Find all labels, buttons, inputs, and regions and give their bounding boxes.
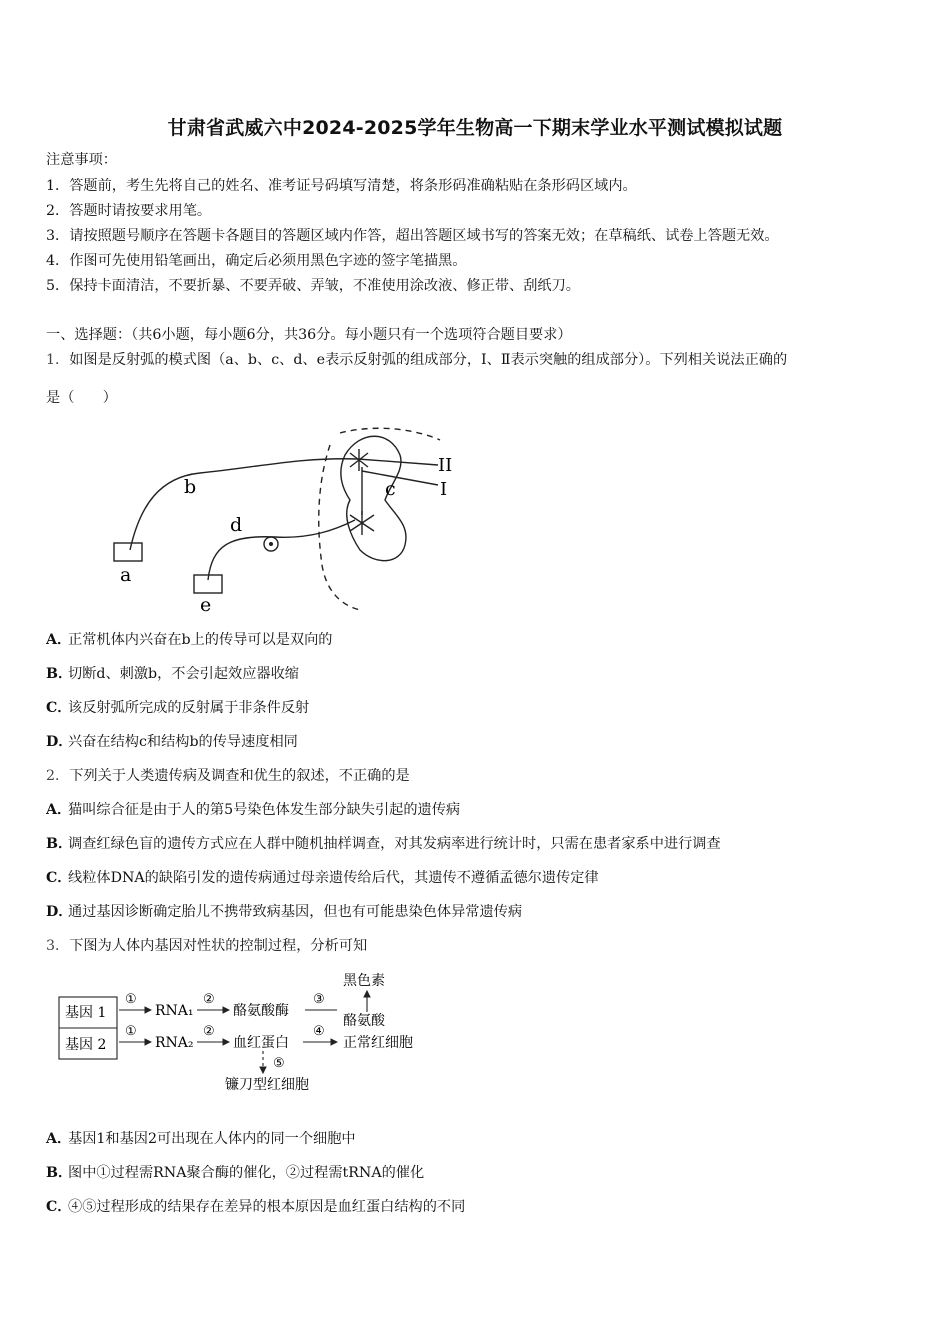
option-text: 猫叫综合征是由于人的第5号染色体发生部分缺失引起的遗传病 [68, 802, 461, 818]
option-text: 调查红绿色盲的遗传方式应在人群中随机抽样调查，对其发病率进行统计时，只需在患者家系中进行调查 [68, 836, 721, 852]
label-a: a [120, 564, 132, 586]
q1-option-A[interactable] [46, 630, 332, 650]
label-c: c [385, 478, 396, 500]
q2-option-B[interactable] [46, 834, 721, 854]
option-text: 图中①过程需RNA聚合酶的催化，②过程需tRNA的催化 [68, 1165, 425, 1181]
option-letter: B． [46, 836, 73, 852]
option-text: ④⑤过程形成的结果存在差异的根本原因是血红蛋白结构的不同 [68, 1199, 466, 1215]
q2-option-C[interactable] [46, 868, 599, 888]
afferent-nerve-b [130, 459, 358, 550]
label-melanin: 黑色素 [343, 973, 385, 989]
q2-option-A[interactable] [46, 800, 460, 820]
option-letter: B． [46, 1165, 73, 1181]
notice-item-2: 2．答题时请按要求用笔。 [46, 203, 212, 219]
page-title: 甘肃省武威六中2024-2025学年生物高一下期末学业水平测试模拟试题 [167, 117, 783, 139]
label-d: d [230, 514, 243, 536]
label-sickle-rbc: 镰刀型红细胞 [225, 1077, 309, 1093]
question-number: 1． [46, 352, 70, 368]
question-1-stem-cont: 是（ ） [46, 390, 117, 406]
notice-heading: 注意事项： [46, 152, 117, 168]
label-rna2: RNA₂ [155, 1035, 194, 1051]
label-b: b [184, 476, 197, 498]
spinal-cord-outline-top [340, 428, 440, 440]
notice-item-5: 5．保持卡面清洁，不要折暴、不要弄破、弄皱，不准使用涂改液、修正带、刮纸刀。 [46, 278, 580, 294]
label-gene1: 基因 1 [65, 1005, 107, 1021]
synapse-line-I [362, 471, 438, 485]
label-II: II [438, 455, 453, 476]
q3-option-C[interactable] [46, 1197, 465, 1217]
q3-option-B[interactable] [46, 1163, 424, 1183]
option-text: 兴奋在结构c和结构b的传导速度相同 [68, 734, 298, 750]
label-step1-top: ① [125, 992, 137, 1007]
q2-option-D[interactable] [46, 902, 522, 922]
option-letter: A． [46, 1131, 72, 1147]
question-number: 3． [46, 938, 70, 954]
q1-option-D[interactable] [46, 732, 298, 752]
label-enzyme: 酪氨酸酶 [233, 1003, 289, 1019]
notice-item-3: 3．请按照题号顺序在答题卡各题目的答题区域内作答，超出答题区域书写的答案无效；在草稿纸、试卷上答题无效。 [46, 228, 779, 244]
label-step1-bottom: ① [125, 1024, 137, 1039]
neuron-soma-lower [350, 511, 374, 535]
option-letter: A． [46, 802, 72, 818]
option-text: 线粒体DNA的缺陷引发的遗传病通过母亲遗传给后代，其遗传不遵循孟德尔遗传定律 [68, 870, 599, 886]
option-text: 正常机体内兴奋在b上的传导可以是双向的 [68, 632, 333, 648]
label-step4: ④ [313, 1024, 325, 1039]
option-text: 基因1和基因2可出现在人体内的同一个细胞中 [68, 1131, 356, 1147]
option-letter: C． [46, 700, 72, 716]
label-e: e [200, 594, 212, 616]
label-rna1: RNA₁ [155, 1003, 194, 1019]
option-letter: D． [46, 904, 73, 920]
label-step2-bottom: ② [203, 1024, 215, 1039]
notice-item-1: 1．答题前，考生先将自己的姓名、准考证号码填写清楚，将条形码准确粘贴在条形码区域内。 [46, 178, 637, 194]
option-letter: B． [46, 666, 73, 682]
question-stem: 下图为人体内基因对性状的控制过程，分析可知 [69, 938, 368, 954]
label-gene2: 基因 2 [65, 1037, 107, 1053]
option-text: 通过基因诊断确定胎儿不携带致病基因，但也有可能患染色体异常遗传病 [68, 904, 523, 920]
label-tyrosine: 酪氨酸 [343, 1013, 385, 1029]
notice-item-4: 4．作图可先使用铅笔画出，确定后必须用黑色字迹的签字笔描黑。 [46, 253, 467, 269]
gene-control-diagram [55, 965, 445, 1095]
reflex-arc-diagram [100, 415, 480, 620]
option-letter: D． [46, 734, 73, 750]
receptor-box-a [114, 543, 142, 561]
option-letter: C． [46, 1199, 72, 1215]
question-2-stem [46, 766, 410, 786]
question-number: 2． [46, 768, 70, 784]
label-normal-rbc: 正常红细胞 [343, 1035, 413, 1051]
stimulus-electrode-dot [269, 542, 273, 546]
q1-option-B[interactable] [46, 664, 299, 684]
option-text: 切断d、刺激b，不会引起效应器收缩 [68, 666, 299, 682]
question-stem: 下列关于人类遗传病及调查和优生的叙述，不正确的是 [69, 768, 410, 784]
grey-matter [341, 436, 406, 560]
label-step2-top: ② [203, 992, 215, 1007]
option-letter: A． [46, 632, 72, 648]
option-text: 该反射弧所完成的反射属于非条件反射 [68, 700, 310, 716]
synapse-line-II [358, 459, 438, 465]
label-I: I [440, 479, 448, 500]
question-1-stem [46, 350, 787, 370]
question-3-stem [46, 936, 367, 956]
q3-option-A[interactable] [46, 1129, 356, 1149]
question-stem: 如图是反射弧的模式图（a、b、c、d、e表示反射弧的组成部分，Ⅰ、Ⅱ表示突触的组成部分）。下列相关说法正确的 [69, 352, 788, 368]
label-step3: ③ [313, 992, 325, 1007]
label-hemoglobin: 血红蛋白 [233, 1035, 289, 1051]
section-heading: 一、选择题：（共6小题，每小题6分，共36分。每小题只有一个选项符合题目要求） [46, 327, 572, 343]
q1-option-C[interactable] [46, 698, 309, 718]
label-step5: ⑤ [273, 1056, 285, 1071]
option-letter: C． [46, 870, 72, 886]
